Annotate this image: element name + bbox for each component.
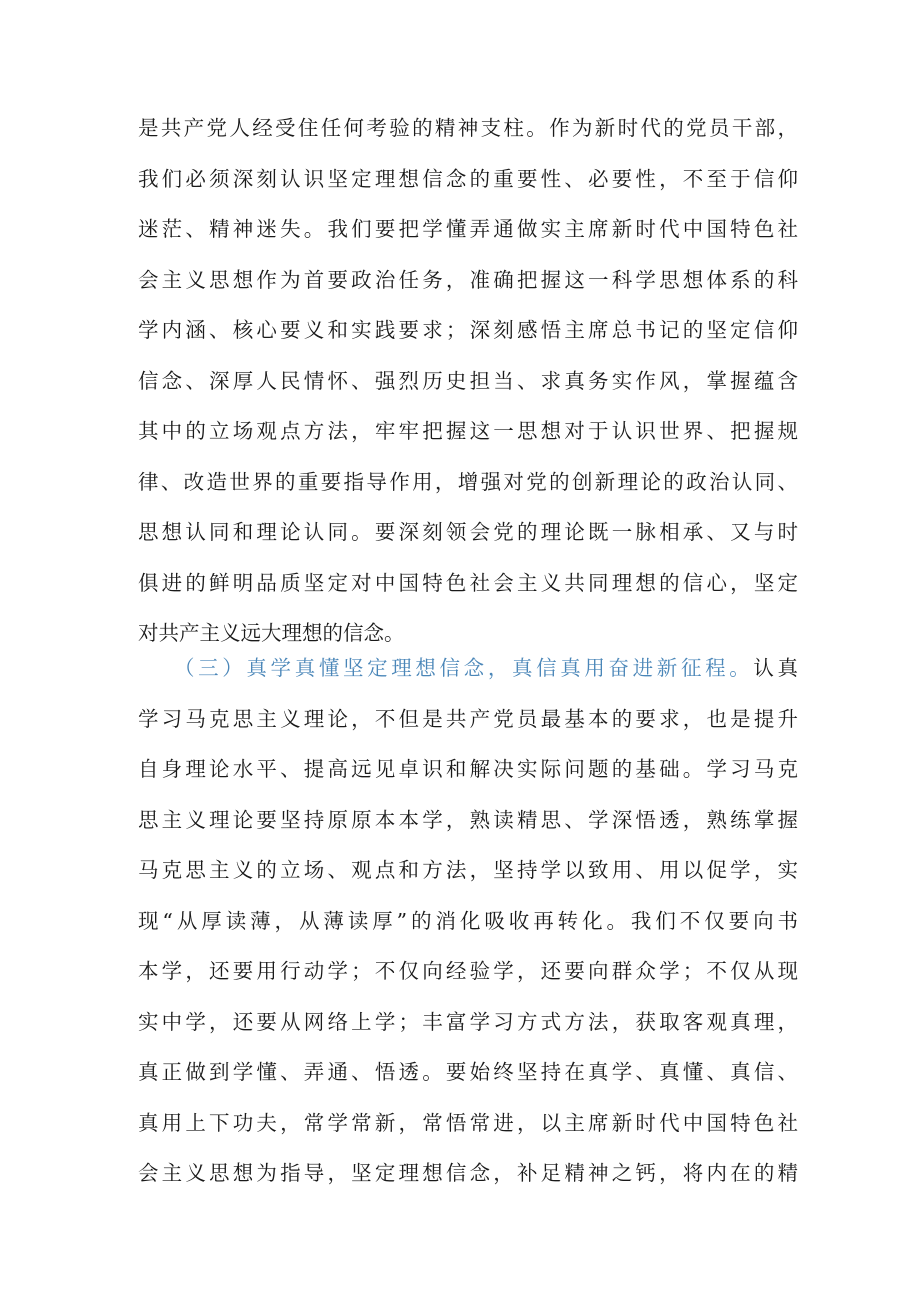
text-line: 学习马克思主义理论，不但是共产党员最基本的要求，也是提升	[138, 706, 798, 731]
section-heading: （三）真学真懂坚定理想信念，真信真用奋进新征程。	[174, 656, 754, 680]
text-line: 真正做到学懂、弄通、悟透。要始终坚持在真学、真懂、真信、	[138, 1060, 798, 1084]
text-line: 对共产主义远大理想的信念。	[138, 621, 405, 645]
text-line: 我们必须深刻认识坚定理想信念的重要性、必要性，不至于信仰	[138, 166, 798, 191]
text-line: 俱进的鲜明品质坚定对中国特色社会主义共同理想的信心，坚定	[138, 570, 798, 595]
paragraph-2	[138, 643, 798, 1199]
text-line: 律、改造世界的重要指导作用，增强对党的创新理论的政治认同、	[138, 469, 798, 494]
paragraph-1	[138, 103, 798, 659]
text-line: 实中学，还要从网络上学；丰富学习方式方法，获取客观真理，	[138, 1009, 798, 1034]
text-line: 会主义思想作为首要政治任务，准确把握这一科学思想体系的科	[138, 267, 798, 292]
text-line: 本学，还要用行动学；不仅向经验学，还要向群众学；不仅从现	[138, 959, 798, 983]
heading-line-continuation: 认真	[753, 656, 798, 680]
text-line: 自身理论水平、提高远见卓识和解决实际问题的基础。学习马克	[138, 757, 798, 781]
text-line: 真用上下功夫，常学常新，常悟常进，以主席新时代中国特色社	[138, 1110, 798, 1135]
text-line: 马克思主义的立场、观点和方法，坚持学以致用、用以促学，实	[138, 858, 798, 882]
text-line: 会主义思想为指导，坚定理想信念，补足精神之钙，将内在的精	[138, 1161, 798, 1185]
text-line: 信念、深厚人民情怀、强烈历史担当、求真务实作风，掌握蕴含	[138, 368, 798, 393]
text-line: 是共产党人经受住任何考验的精神支柱。作为新时代的党员干部，	[138, 116, 798, 140]
text-line: 现“从厚读薄，从薄读厚”的消化吸收再转化。我们不仅要向书	[138, 908, 798, 933]
text-line: 思主义理论要坚持原原本本学，熟读精思、学深悟透，熟练掌握	[138, 807, 798, 832]
section-heading-line	[138, 643, 798, 694]
text-line: 迷茫、精神迷失。我们要把学懂弄通做实主席新时代中国特色社	[138, 217, 798, 241]
text-line: 学内涵、核心要义和实践要求；深刻感悟主席总书记的坚定信仰	[138, 318, 798, 342]
text-line: 思想认同和理论认同。要深刻领会党的理论既一脉相承、又与时	[138, 520, 798, 544]
text-line: 其中的立场观点方法，牢牢把握这一思想对于认识世界、把握规	[138, 419, 798, 443]
